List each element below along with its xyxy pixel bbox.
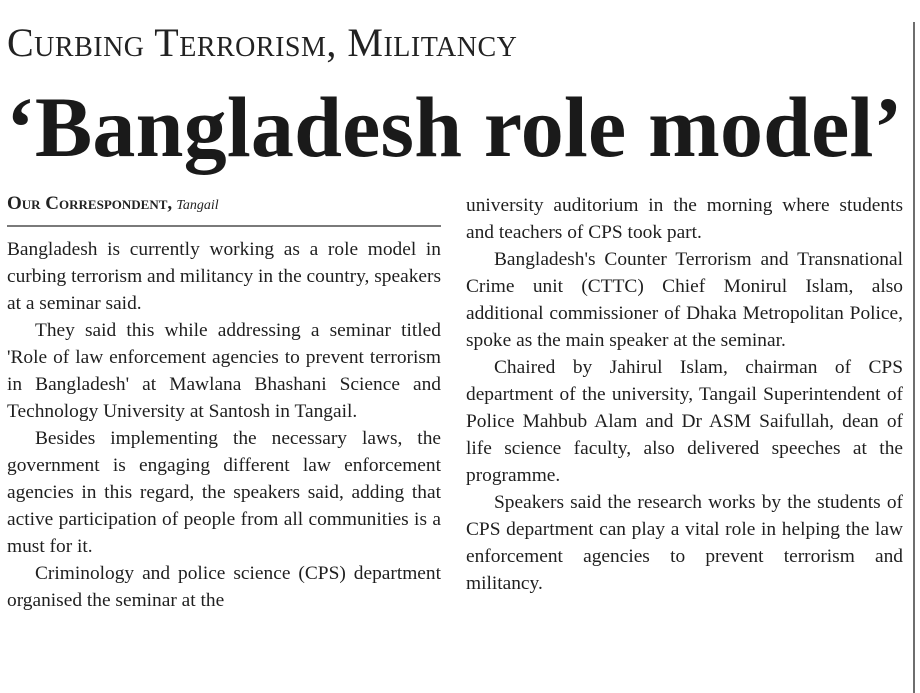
paragraph: Besides implementing the necessary laws, the government is engaging different law enforcement agencies in this regard, the speakers said, adding that active participation of people from all communities is a must for it.: [7, 428, 441, 557]
headline: ‘Bangladesh role model’: [6, 79, 903, 175]
paragraph: university auditorium in the morning where students and teachers of CPS took part.: [466, 195, 903, 243]
paragraph: They said this while addressing a seminar titled 'Role of law enforcement agencies to prevent terrorism in Bangladesh' at Mawlana Bhashani Science and Technology University at Santosh in Tangail.: [7, 320, 441, 422]
article-column-2: [466, 192, 903, 597]
paragraph: Bangladesh's Counter Terrorism and Transnational Crime unit (CTTC) Chief Monirul Islam, also additional commissioner of Dhaka Metropolitan Police, spoke as the main speaker at the seminar.: [466, 249, 903, 351]
byline-author: Our Correspondent,: [7, 193, 173, 214]
column-divider-rule: [913, 22, 915, 693]
paragraph: Bangladesh is currently working as a role model in curbing terrorism and militancy in the country, speakers at a seminar said.: [7, 239, 441, 314]
byline: [7, 193, 219, 217]
byline-rule: [7, 225, 441, 227]
kicker: Curbing Terrorism, Militancy: [7, 20, 518, 65]
article-column-1: [7, 236, 441, 614]
paragraph: Criminology and police science (CPS) department organised the seminar at the: [7, 563, 441, 611]
byline-location: Tangail: [176, 198, 219, 213]
paragraph: Speakers said the research works by the students of CPS department can play a vital role in helping the law enforcement agencies to prevent terrorism and militancy.: [466, 492, 903, 594]
paragraph: Chaired by Jahirul Islam, chairman of CPS department of the university, Tangail Superintendent of Police Mahbub Alam and Dr ASM Saifullah, dean of life science faculty, also delivered speeches at the programme.: [466, 357, 903, 486]
